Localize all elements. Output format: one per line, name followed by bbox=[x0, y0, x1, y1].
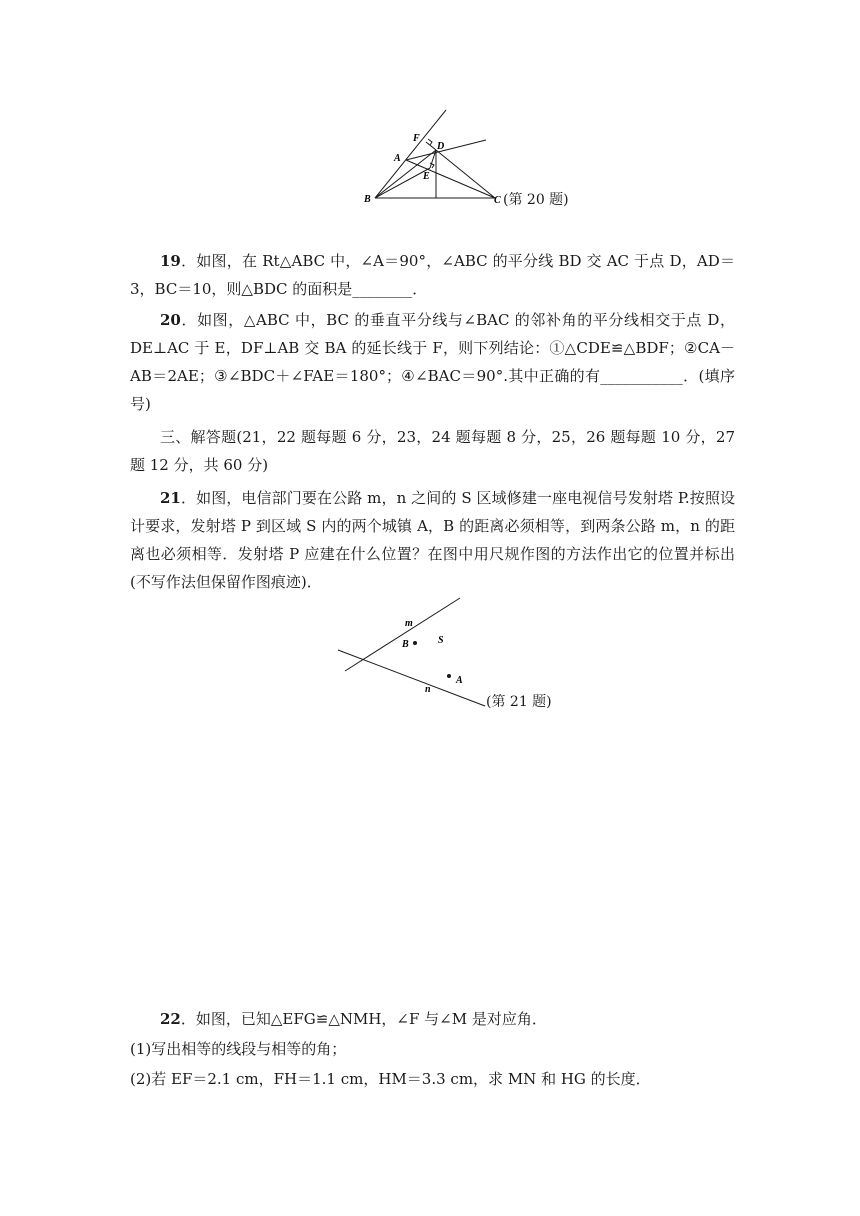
question-22-line-1 bbox=[130, 1005, 735, 1033]
question-21-number: 21 bbox=[160, 489, 181, 507]
point-a bbox=[447, 674, 451, 678]
question-22-part-2: (2)若 EF＝2.1 cm，FH＝1.1 cm，HM＝3.3 cm，求 MN 和 HG 的长度． bbox=[130, 1070, 651, 1088]
label-b: B bbox=[364, 194, 371, 205]
label-a: A bbox=[456, 675, 463, 686]
label-c: C bbox=[494, 195, 501, 206]
question-22-part-1: (1)写出相等的线段与相等的角； bbox=[130, 1040, 347, 1058]
label-e: E bbox=[423, 171, 430, 182]
question-21 bbox=[130, 484, 735, 596]
label-f: F bbox=[413, 133, 420, 144]
question-20-text: ．如图，△ABC 中，BC 的垂直平分线与∠BAC 的邻补角的平分线相交于点 D，DE⊥AC 于 E，DF⊥AB 交 BA 的延长线于 F，则下列结论：①△CDE≌△BDF；②CA－AB＝2AE；③∠BDC＋∠FAE＝180°；④∠BAC＝90°.其中正确的有___________．(填序号) bbox=[130, 311, 735, 413]
label-m: m bbox=[405, 618, 413, 629]
line-ba-extended bbox=[375, 110, 446, 198]
question-22-text: ．如图，已知△EFG≌△NMH，∠F 与∠M 是对应角． bbox=[180, 1010, 547, 1028]
question-20 bbox=[130, 306, 735, 418]
label-n: n bbox=[425, 684, 431, 695]
label-b: B bbox=[402, 639, 409, 650]
line-ac bbox=[406, 160, 495, 198]
label-d: D bbox=[437, 141, 445, 152]
label-s: S bbox=[438, 635, 444, 646]
question-19 bbox=[130, 247, 735, 303]
label-a: A bbox=[394, 153, 401, 164]
road-n bbox=[338, 650, 485, 706]
question-21-text: ．如图，电信部门要在公路 m，n 之间的 S 区域修建一座电视信号发射塔 P.按照设计要求，发射塔 P 到区域 S 内的两个城镇 A，B 的距离必须相等，到两条公路 m，n 的距离也必须相等．发射塔 P 应建在什么位置？在图中用尺规作图的方法作出它的位置并标出(不写作法但保留作图痕迹)． bbox=[130, 489, 735, 591]
question-22-number: 22 bbox=[160, 1010, 181, 1028]
line-be bbox=[375, 168, 430, 198]
figure-20-caption: (第 20 题) bbox=[503, 192, 569, 208]
section-3-header: 三、解答题(21，22 题每题 6 分，23，24 题每题 8 分，25，26 题每题 10 分，27 题 12 分，共 60 分) bbox=[130, 428, 735, 474]
figure-20-diagram bbox=[360, 105, 500, 210]
point-b bbox=[413, 641, 417, 645]
figure-21-caption: (第 21 题) bbox=[486, 694, 552, 710]
question-20-number: 20 bbox=[160, 311, 181, 329]
figure-21-diagram bbox=[335, 593, 490, 713]
line-dc bbox=[436, 150, 495, 198]
question-19-number: 19 bbox=[160, 252, 181, 270]
question-19-text: ．如图，在 Rt△ABC 中，∠A＝90°，∠ABC 的平分线 BD 交 AC 于点 D，AD＝3，BC＝10，则△BDC 的面积是________． bbox=[130, 252, 735, 298]
